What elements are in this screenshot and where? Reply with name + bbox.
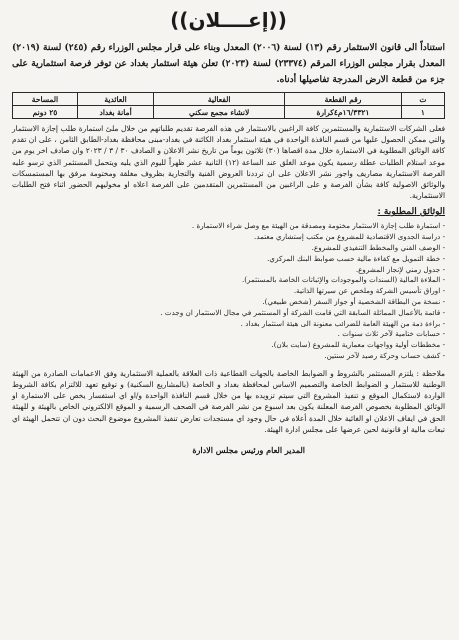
- list-item: - استمارة طلب إجازة الاستثمار مختومة ومصدقة من الهيئة مع وصل شراء الاستمارة .: [12, 221, 445, 232]
- table-header-row: [13, 93, 445, 106]
- cell-plot-number: ١٦/٣٣٢١م٤كرارة: [285, 106, 402, 119]
- list-item: - جدول زمني لإنجاز المشروع.: [12, 265, 445, 276]
- body-paragraph: فعلى الشركات الاستثمارية والمستثمرين كافة الراغبين بالاستثمار في هذه الفرصة تقديم طلباتهم من خلال ملئ استمارة طلب إجازة الاستثمار والتي ممكن الحصول عليها من قسم النافذة الواحدة في هيئة استثمار بغداد الكائنة في بغداد-مبنى محافظة بغداد-الطابق الثامن ، على ان تقدم كافة الوثائق المطلوبة في الاستمارة خلال مدة اقصاها (٣٠) ثلاثون يوماً من تاريخ نشر الاعلان و الصادف ٣٠ / ٣ / ٢٠٢٣ وان صادف اخر يوم من موعد استلام الطلبات عطلة رسمية يكون موعد الغلق عند الساعة (١٢) الثانية عشر ظهراً لليوم الذي يليه ويتحمل المستثمر الذي ترسو عليه الفرصة الاستثمارية مصاريف واجور نشر الاعلان على ان ترددنا العروض الفنية والتجارية بظروف مغلقة ومختومة مرفق بها المستمسكات والوثائق الاصولية كافة بشأن الفرصة و على الراغبين من المستثمرين المتقدمين على الفرصة اعلاه او مخوليهم الحضور اثناء فتح الطلبات الاستثمارية.: [12, 124, 445, 201]
- list-item: - اوراق تأسيس الشركة وملخص عن سيرتها الذاتية.: [12, 286, 445, 297]
- cell-seq: ١: [401, 106, 444, 119]
- announcement-title: ((إعــــلان)): [170, 8, 287, 32]
- list-item: - حسابات ختامية لآخر ثلاث سنوات .: [12, 329, 445, 340]
- cell-ownership: أمانة بغداد: [77, 106, 153, 119]
- table-row: [13, 106, 445, 119]
- cell-activity: لانشاء مجمع سكني: [154, 106, 285, 119]
- list-item: - مخططات أولية وواجهات معمارية للمشروع (سايت بلان).: [12, 340, 445, 351]
- header-activity: الفعالية: [154, 93, 285, 106]
- list-item: - خطة التمويل مع كفاءة مالية حسب ضوابط البنك المركزي.: [12, 254, 445, 265]
- documents-heading: الوثائق المطلوبة :: [377, 207, 445, 218]
- note-paragraph: ملاحظة : يلتزم المستثمر بالشروط و الضوابط الخاصة بالجهات القطاعية ذات العلاقة بالعملية الاستثمارية وفق الاعمامات الصادرة من الهيئة الوطنية للاستثمار و الضوابط الخاصة والتصميم الاساس لمحافظة بغداد و الخاصة (بالمشاريع السكنية) و توقيع تعهد للالتزام بكافة الشروط الواردة لاستكمال الموقع و تنفيذ المشروع التي سيتم تزويده بها من خلال قسم النافذة الواحدة و/او اي استفسار يخص على الاستمارة او الوثائق المطلوبة بخصوص الفرصة المعلنة يكون بعد اسبوع من نشر الفرصة في الصحف الرسمية و الموقع الالكتروني الخاص بالهيئة و للهيئة الحق في ايقاف الاعلان او الغائية خلال المدة أعلاه في حال وجود اي مستجدات تعارض تنفيذ المشروع موضوع البحث دون ان تتحمل الهيئة اي تبعات مالية او قانونية لحين عرضها على مجلس ادارة الهيئة.: [12, 368, 445, 434]
- header-plot-number: رقم القطعة: [285, 93, 402, 106]
- list-item: - قائمة بالأعمال المماثلة السابقة التي قامت الشركة أو المستثمر في مجال الاستثمار ان وجدت .: [12, 308, 445, 319]
- signature-line: المدير العام ورئيس مجلس الادارة: [192, 445, 305, 455]
- documents-list: [12, 221, 445, 361]
- list-item: - براءة ذمة من الهيئة العامة للضرائب معنونة الى هيئة استثمار بغداد .: [12, 319, 445, 330]
- intro-paragraph: استناداً الى قانون الاستثمار رقم (١٣) لسنة (٢٠٠٦) المعدل وبناء على قرار مجلس الوزراء رقم (٢٤٥) لسنة (٢٠١٩) المعدل بقرار مجلس الوزراء المرقم (٢٣٣٧٤) لسنة (٢٠٢٣) تعلن هيئة استثمار بغداد عن توفر فرصة استثمارية على جزء من قطعة الارض المدرجة تفاصيلها أدناه.: [12, 43, 445, 85]
- header-ownership: العائدية: [77, 93, 153, 106]
- plot-table: [12, 92, 445, 119]
- list-item: - دراسة الجدوى الاقتصادية للمشروع من مكتب إستشاري معتمد.: [12, 232, 445, 243]
- list-item: - الملاءة المالية (السندات والموجودات والإثباتات الخاصة بالمستثمر).: [12, 275, 445, 286]
- header-seq: ت: [401, 93, 444, 106]
- list-item: - نسخة من البطاقة الشخصية أو جواز السفر (شخص طبيعي).: [12, 297, 445, 308]
- list-item: - الوصف الفني والمخطط التنفيذي للمشروع.: [12, 243, 445, 254]
- cell-area: ٢٥ دونم: [13, 106, 78, 119]
- header-area: المساحة: [13, 93, 78, 106]
- list-item: - كشف حساب وحركة رصيد لآخر سنتين.: [12, 351, 445, 362]
